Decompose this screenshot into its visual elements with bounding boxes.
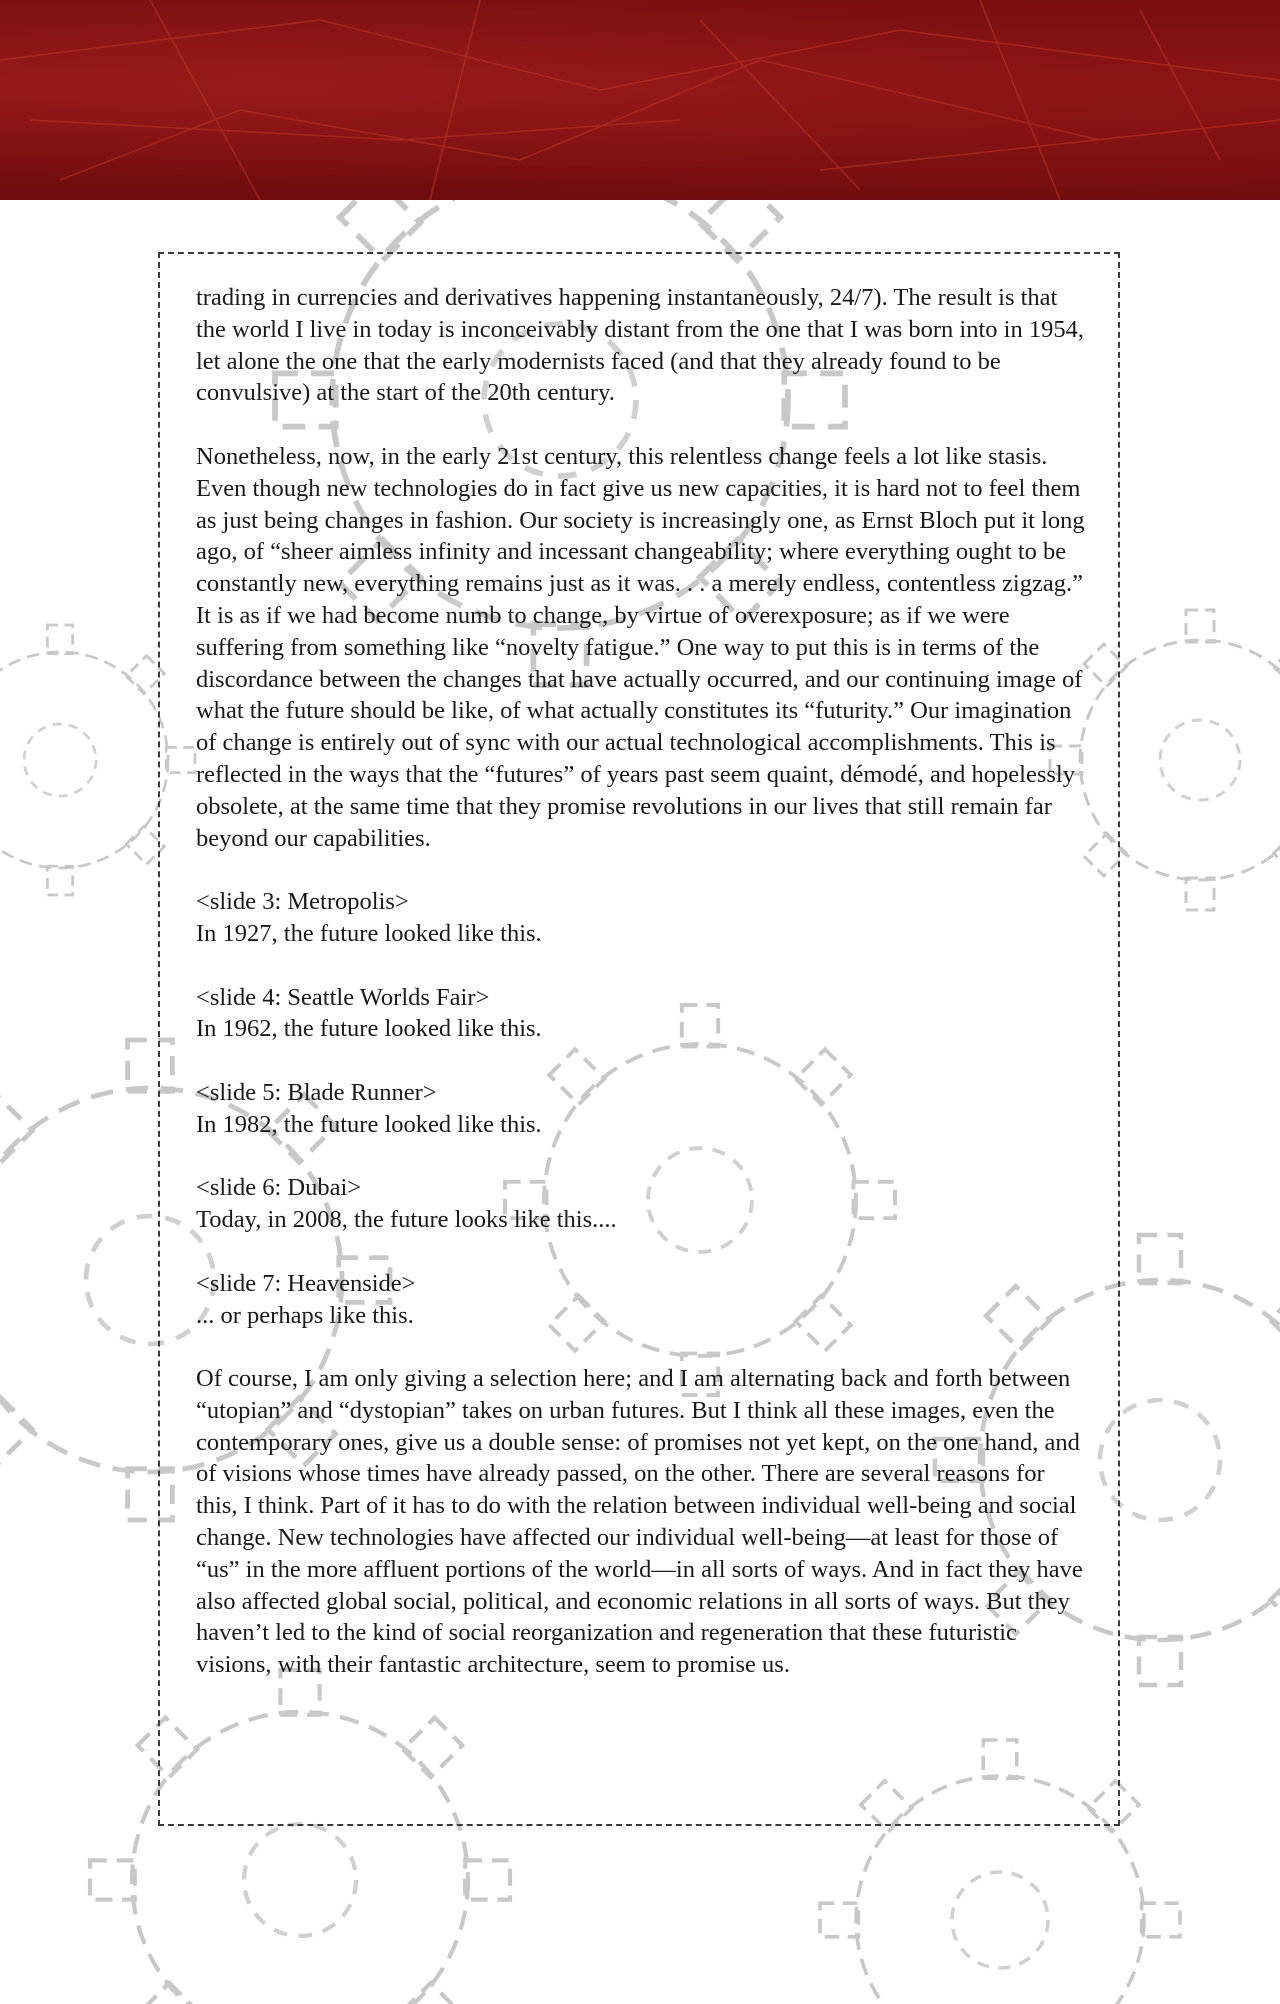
scratch-texture [0,0,1280,200]
header-banner [0,0,1280,200]
slide-entry [196,982,1086,1046]
slide-caption: Today, in 2008, the future looks like this.... [196,1206,617,1234]
slide-entry [196,886,1086,950]
closing-paragraph: Of course, I am only giving a selection here; and I am alternating back and forth between “utopian” and “dystopian” takes on urban futures. But I think all these images, even the contemporary ones, give us a double sense: of promises not yet kept, on the one hand, and of visions whose times have already passed, on the other. There are several reasons for this, I think. Part of it has to do with the relation between individual well-being and social change. New technologies have affected our individual well-being—at least for those of “us” in the more affluent portions of the world—in all sorts of ways. And in fact they have also affected global social, political, and economic relations in all sorts of ways. But they haven’t led to the kind of social reorganization and regeneration that these futuristic visions, with their fantastic architecture, seem to promise us. [196,1365,1083,1679]
slide-caption: In 1927, the future looked like this. [196,919,542,947]
slide-entry [196,1172,1086,1236]
slide-label: <slide 5: Blade Runner> [196,1078,437,1106]
slide-label: <slide 7: Heavenside> [196,1269,416,1297]
slide-caption: In 1982, the future looked like this. [196,1110,542,1138]
slide-caption: ... or perhaps like this. [196,1301,414,1329]
slide-entry [196,1077,1086,1141]
slide-label: <slide 6: Dubai> [196,1174,362,1202]
slide-entry [196,1268,1086,1332]
document-body [196,282,1086,1713]
body-paragraph: Nonetheless, now, in the early 21st century, this relentless change feels a lot like stasis. Even though new technologies do in fact give us new capacities, it is hard not to feel them as just being changes in fashion. Our society is increasingly one, as Ernst Bloch put it long ago, of “sheer aimless infinity and incessant changeability; where everything ought to be constantly new, everything remains just as it was. . . a merely endless, contentless zigzag.” It is as if we had become numb to change, by virtue of overexposure; as if we were suffering from something like “novelty fatigue.” One way to put this is in terms of the discordance between the changes that have actually occurred, and our continuing image of what the future should be like, of what actually constitutes its “futurity.” Our imagination of change is entirely out of sync with our actual technological accomplishments. This is reflected in the ways that the “futures” of years past seem quaint, démodé, and hopelessly obsolete, at the same time that they promise revolutions in our lives that still remain far beyond our capabilities. [196,442,1085,852]
slide-label: <slide 4: Seattle Worlds Fair> [196,983,490,1011]
slide-label: <slide 3: Metropolis> [196,888,409,916]
slide-caption: In 1962, the future looked like this. [196,1015,542,1043]
body-paragraph: trading in currencies and derivatives happening instantaneously, 24/7). The result is that the world I live in today is inconceivably distant from the one that I was born into in 1954, let alone the one that the early modernists faced (and that they already found to be convulsive) at the start of the 20th century. [196,284,1084,407]
